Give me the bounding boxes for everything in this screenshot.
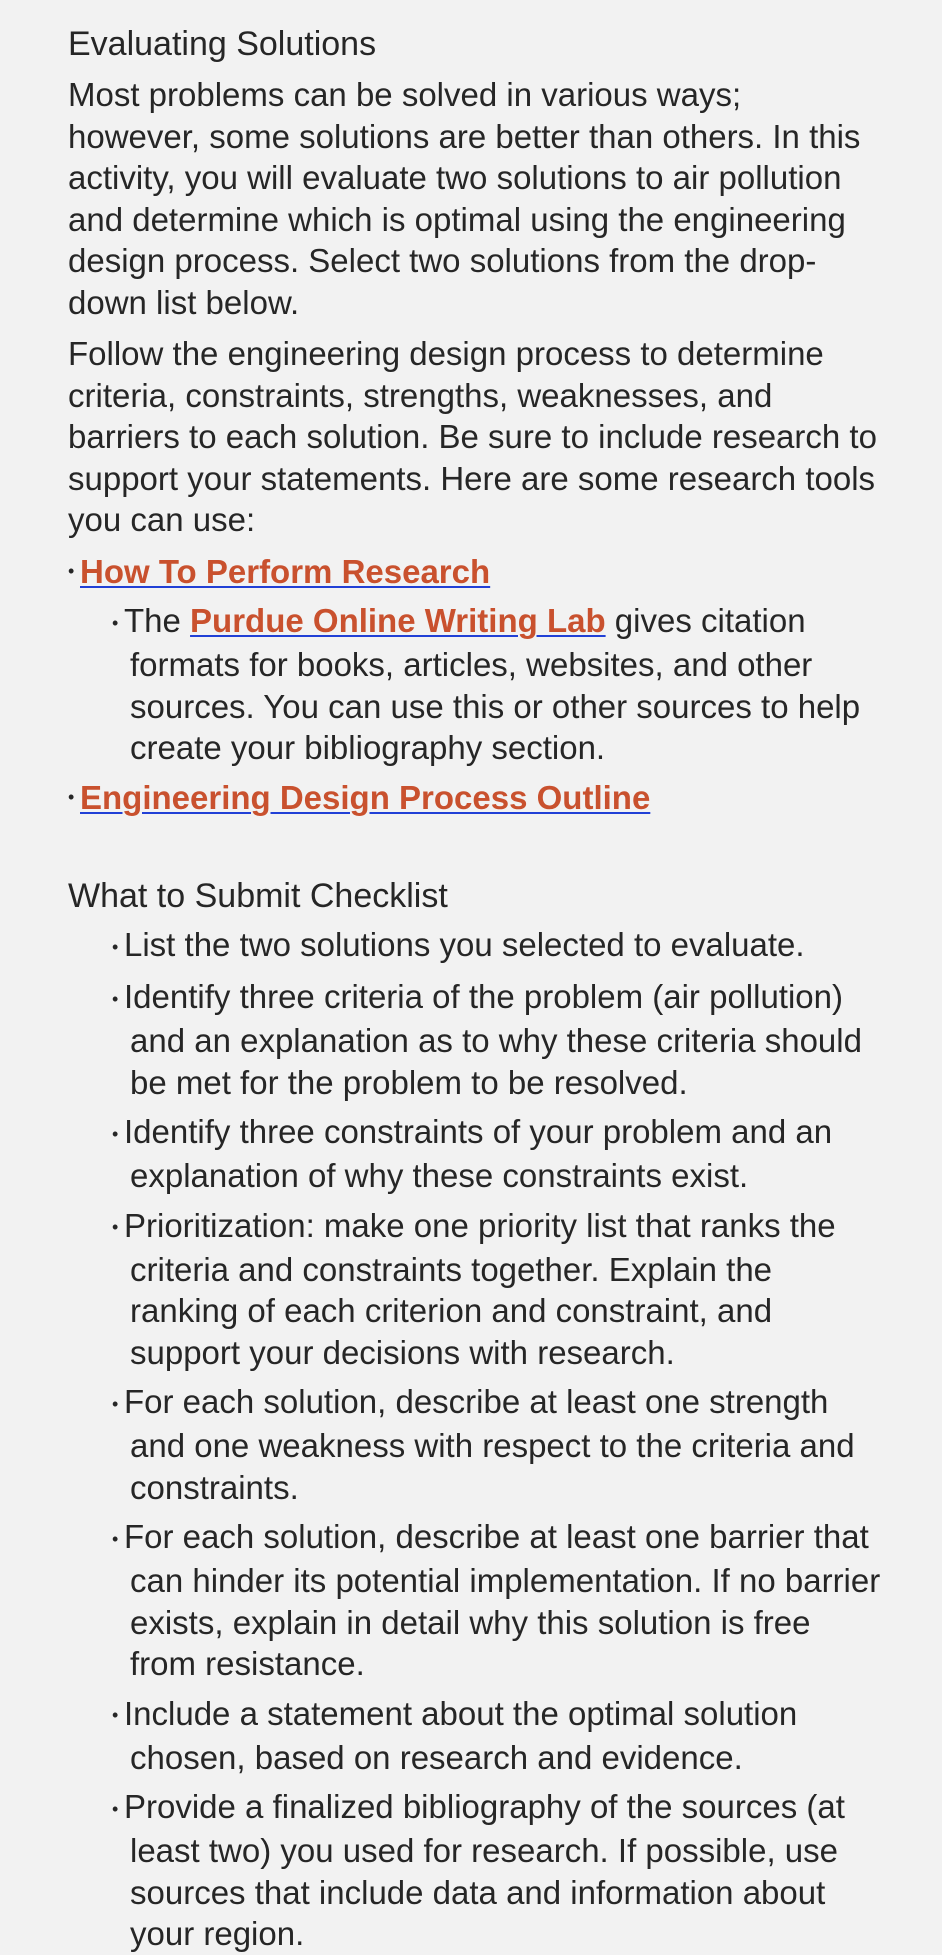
checklist-item-text: Identify three constraints of your problem and an explanation of why these constraints exist. xyxy=(124,1113,833,1195)
checklist-item xyxy=(68,1693,882,1779)
bullet-icon: • xyxy=(112,1528,119,1549)
checklist-item xyxy=(68,976,882,1103)
submit-checklist xyxy=(68,924,882,1955)
list-item-edp xyxy=(68,777,882,819)
bullet-icon: • xyxy=(68,786,75,807)
list-item-purdue-owl xyxy=(68,600,882,769)
owl-suffix-text: gives citation formats for books, articles, websites, and other sources. You can use this or other sources to help create your bibliography section. xyxy=(130,602,861,767)
section-spacer xyxy=(68,826,882,874)
bullet-icon: • xyxy=(112,1705,119,1726)
bullet-icon: • xyxy=(112,988,119,1009)
bullet-icon: • xyxy=(112,1123,119,1144)
intro-paragraph: Most problems can be solved in various ways; however, some solutions are better than others. In this activity, you will evaluate two solutions to air pollution and determine which is optimal using the engineering design process. Select two solutions from the drop-down list below. xyxy=(68,76,861,321)
section-title-checklist: What to Submit Checklist xyxy=(68,877,448,916)
research-tools-list xyxy=(68,551,882,819)
engineering-design-process-outline-link[interactable]: Engineering Design Process Outline xyxy=(80,778,651,816)
bullet-icon: • xyxy=(112,612,119,633)
checklist-item-text: Prioritization: make one priority list that ranks the criteria and constraints together. Explain the ranking of each criterion and constraint, and support your decisions with research. xyxy=(124,1206,836,1371)
checklist-item xyxy=(68,1111,882,1197)
list-item-research xyxy=(68,551,882,593)
bullet-icon: • xyxy=(112,936,119,957)
checklist-item xyxy=(68,1205,882,1374)
bullet-icon: • xyxy=(68,560,75,581)
bullet-icon: • xyxy=(112,1798,119,1819)
bullet-icon: • xyxy=(112,1217,119,1238)
purdue-owl-link[interactable]: Purdue Online Writing Lab xyxy=(190,602,606,639)
checklist-item-text: For each solution, describe at least one strength and one weakness with respect to the criteria and constraints. xyxy=(124,1383,855,1506)
checklist-item-text: List the two solutions you selected to evaluate. xyxy=(124,926,805,964)
checklist-item-text: For each solution, describe at least one barrier that can hinder its potential implementation. If no barrier exists, explain in detail why this solution is free from resistance. xyxy=(124,1518,881,1683)
owl-prefix-text: The xyxy=(124,602,191,639)
checklist-item xyxy=(68,1516,882,1685)
bullet-icon: • xyxy=(112,1393,119,1414)
how-to-perform-research-link[interactable]: How To Perform Research xyxy=(80,552,491,590)
checklist-item-text: Provide a finalized bibliography of the sources (at least two) you used for research. If possible, use sources that include data and information about your region. xyxy=(124,1788,845,1953)
process-paragraph: Follow the engineering design process to determine criteria, constraints, strengths, weaknesses, and barriers to each solution. Be sure to include research to support your statements. Here are some research tools you can use: xyxy=(68,335,877,538)
checklist-item-text: Identify three criteria of the problem (air pollution) and an explanation as to why these criteria should be met for the problem to be resolved. xyxy=(124,978,862,1101)
checklist-item xyxy=(68,1381,882,1508)
checklist-item xyxy=(68,924,882,968)
checklist-item-text: Include a statement about the optimal solution chosen, based on research and evidence. xyxy=(124,1694,798,1776)
checklist-item xyxy=(68,1786,882,1955)
section-title-evaluating-solutions: Evaluating Solutions xyxy=(68,25,377,63)
